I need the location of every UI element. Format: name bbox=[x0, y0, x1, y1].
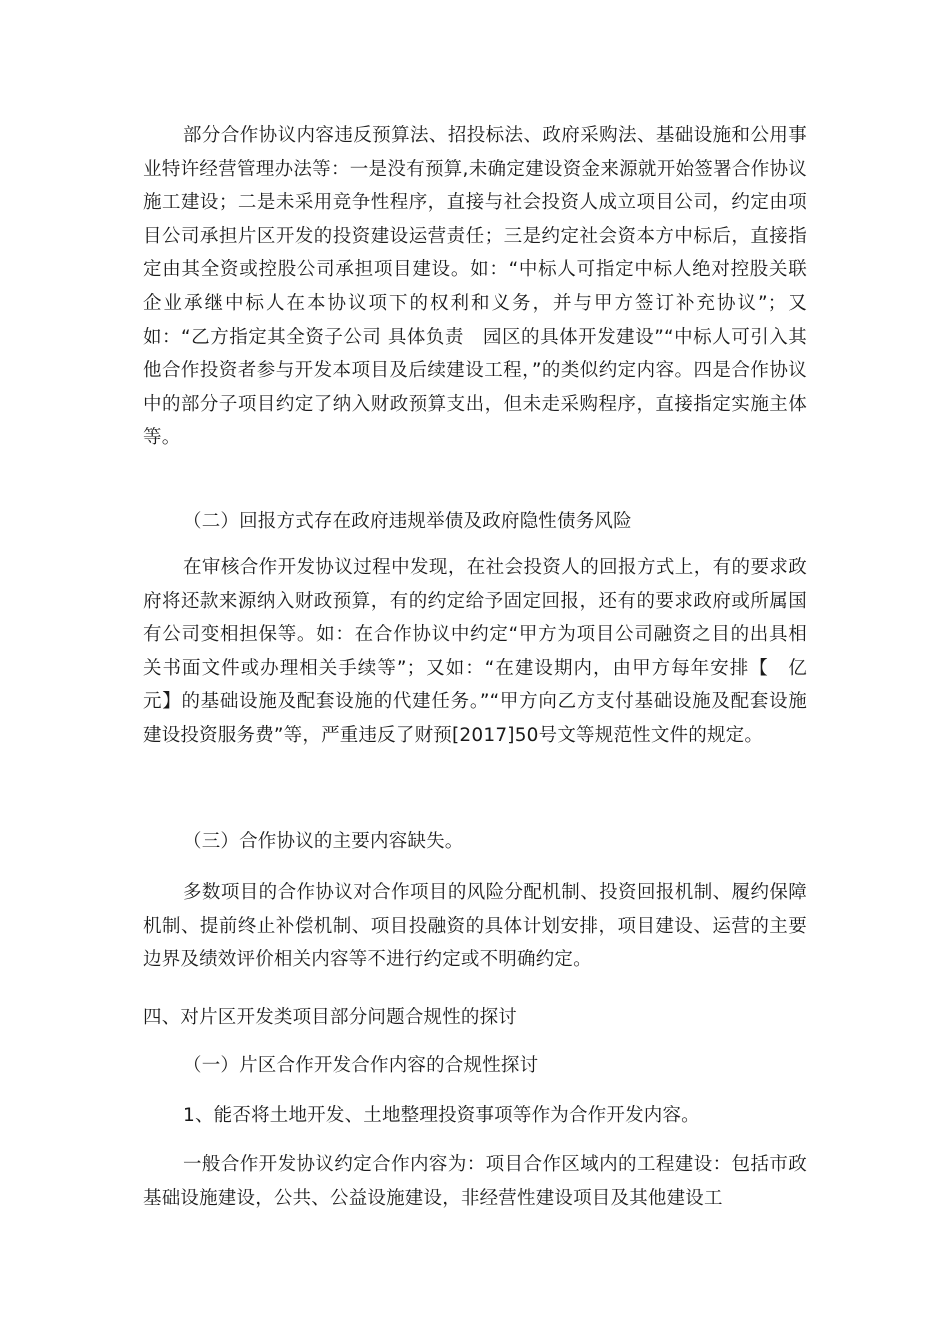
body-paragraph-missing-content bbox=[143, 876, 807, 977]
heading: 1、能否将土地开发、土地整理投资事项等作为合作开发内容。 bbox=[183, 1105, 700, 1126]
body-paragraph-violations bbox=[143, 119, 807, 455]
body-paragraph-cooperation-content bbox=[143, 1148, 807, 1215]
paragraph: 一般合作开发协议约定合作内容为：项目合作区域内的工程建设：包括市政基础设施建设，公共、公益设施建设，非经营性建设项目及其他建设工 bbox=[143, 1154, 807, 1209]
paragraph: 部分合作协议内容违反预算法、招投标法、政府采购法、基础设施和公用事业特许经营管理办法等：一是没有预算,未确定建设资金来源就开始签署合作协议施工建设；二是未采用竞争性程序，直接与社会投资人成立项目公司，约定由项目公司承担片区开发的投资建设运营责任；三是约定社会资本方中标后，直接指定由其全资或控股公司承担项目建设。如：“中标人可指定中标人绝对控股关联企业承继中标人在本协议项下的权利和义务，并与甲方签订补充协议”；又如：“乙方指定其全资子公司 具体负责 园区的具体开发建设”“中标人可引入其他合作投资者参与开发本项目及后续建设工程，”的类似约定内容。四是合作协议中的部分子项目约定了纳入财政预算支出，但未走采购程序，直接指定实施主体等。 bbox=[143, 125, 807, 449]
heading: （三）合作协议的主要内容缺失。 bbox=[183, 831, 464, 852]
chapter-heading-4 bbox=[143, 1001, 807, 1035]
heading: （一）片区合作开发合作内容的合规性探讨 bbox=[183, 1055, 539, 1076]
section-heading-2 bbox=[143, 505, 807, 539]
heading: （二）回报方式存在政府违规举债及政府隐性债务风险 bbox=[183, 511, 632, 532]
paragraph: 在审核合作开发协议过程中发现，在社会投资人的回报方式上，有的要求政府将还款来源纳入财政预算，有的约定给予固定回报，还有的要求政府或所属国有公司变相担保等。如：在合作协议中约定“甲方为项目公司融资之目的出具相关书面文件或办理相关手续等”；又如：“在建设期内，由甲方每年安排【 亿元】的基础设施及配套设施的代建任务。”“甲方向乙方支付基础设施及配套设施建设投资服务费”等，严重违反了财预[2017]50号文等规范性文件的规定。 bbox=[143, 557, 807, 746]
section-heading-4-1 bbox=[143, 1049, 807, 1083]
heading: 四、对片区开发类项目部分问题合规性的探讨 bbox=[143, 1007, 518, 1028]
section-heading-3 bbox=[143, 825, 807, 859]
paragraph: 多数项目的合作协议对合作项目的风险分配机制、投资回报机制、履约保障机制、提前终止补偿机制、项目投融资的具体计划安排，项目建设、运营的主要边界及绩效评价相关内容等不进行约定或不明确约定。 bbox=[143, 882, 807, 971]
body-paragraph-returns bbox=[143, 551, 807, 753]
subsection-heading-1 bbox=[143, 1099, 807, 1133]
